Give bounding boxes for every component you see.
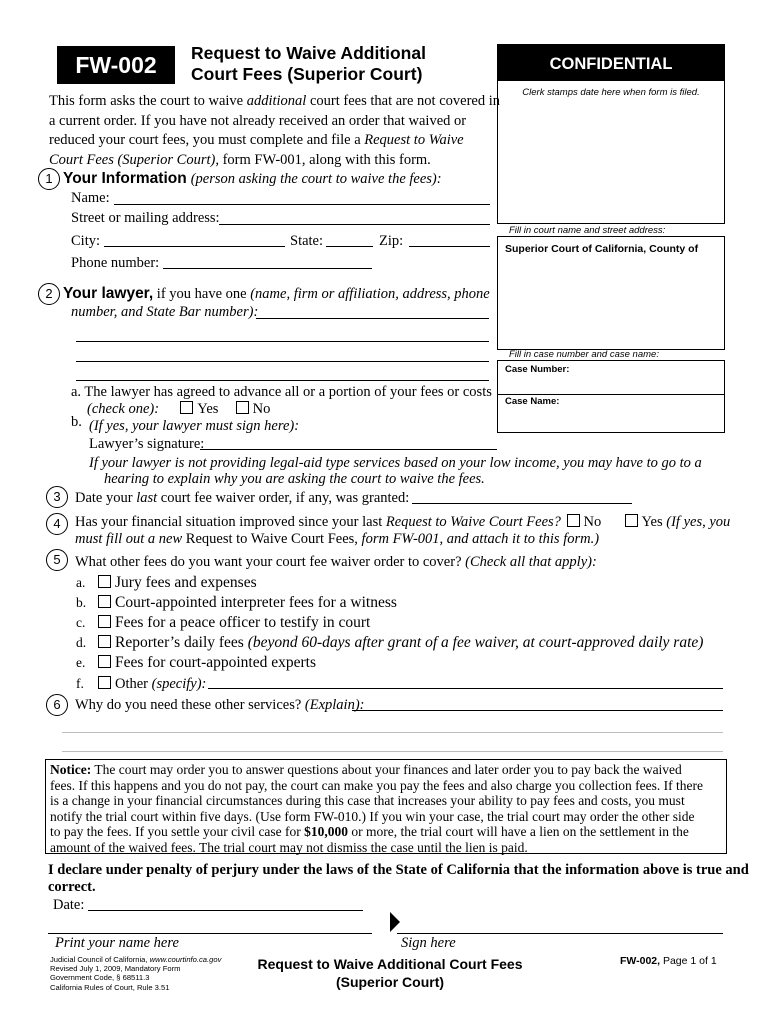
- section-4-number: 4: [46, 513, 68, 535]
- section-4-text: Request to Waive Court Fees?: [385, 514, 561, 530]
- notice-text: notify the trial court within five days. (Use form FW-010.) If you win your case, the trial court may order the other side: [50, 808, 695, 824]
- item-b-letter: b.: [71, 414, 82, 430]
- lawyer-field-3[interactable]: [76, 361, 489, 362]
- intro-text: Court Fees (Superior Court),: [49, 151, 219, 168]
- fee-item-extra: (beyond 60-days after grant of a fee waiver, at court-approved daily rate): [247, 634, 704, 651]
- date-label: Date:: [53, 897, 85, 913]
- notice-text: amount of the waived fees. The trial court may not dismiss the case until the lien is paid.: [50, 839, 528, 855]
- check-one-label: (check one):: [87, 401, 160, 417]
- section-4-question: [75, 514, 730, 531]
- intro-paragraph: [49, 92, 500, 170]
- signature-field[interactable]: [397, 933, 723, 934]
- form-title-line2: Court Fees (Superior Court): [191, 64, 423, 84]
- fee-item-letter: d.: [76, 635, 87, 650]
- intro-text: form FW-001, along with this form.: [218, 151, 431, 168]
- explain-field-3[interactable]: [62, 751, 723, 752]
- footer-page-info: [620, 955, 717, 967]
- fee-item-d: [76, 634, 703, 652]
- section-1-number: 1: [38, 168, 60, 190]
- section-2-title: Your lawyer,: [63, 285, 154, 302]
- lawyer-sign-instruction: (If yes, your lawyer must sign here):: [89, 418, 300, 434]
- section-3-text: Date your: [75, 490, 137, 506]
- section-2-heading: [63, 285, 490, 303]
- fee-item-f: [76, 675, 206, 693]
- print-name-label: Print your name here: [55, 935, 179, 951]
- confidential-banner: CONFIDENTIAL: [498, 45, 724, 81]
- footer-council: Judicial Council of California,: [50, 955, 150, 964]
- fee-item-text: Other: [115, 676, 152, 692]
- case-name-label: Case Name:: [505, 396, 560, 407]
- intro-text: additional: [246, 93, 307, 109]
- section-4-text: (If yes, you: [666, 514, 731, 530]
- section-6-text: Why do you need these other services?: [75, 697, 305, 713]
- section-2-subtitle: (name, firm or affiliation, address, phone: [250, 286, 490, 302]
- sign-arrow-icon: [390, 912, 400, 932]
- lawyer-signature-label: Lawyer’s signature:: [89, 436, 205, 452]
- explain-field-1[interactable]: [352, 710, 723, 711]
- fee-item-checkbox[interactable]: [98, 615, 111, 628]
- lawyer-field-4[interactable]: [76, 380, 489, 381]
- state-label: State:: [290, 233, 324, 249]
- notice-amount: $10,000: [304, 824, 349, 840]
- lawyer-advance-text: a. The lawyer has agreed to advance all or a portion of your fees or costs: [71, 384, 492, 400]
- fee-item-text: Reporter’s daily fees: [115, 634, 248, 651]
- notice-text: The court may order you to answer questions about your finances and later order you to pay back the waived: [91, 762, 682, 777]
- intro-text: reduced your court fees, you must complete and file a: [49, 132, 365, 148]
- fee-item-checkbox[interactable]: [98, 655, 111, 668]
- footer-form-id: FW-002,: [620, 955, 661, 967]
- fee-item-c: [76, 614, 370, 632]
- state-field[interactable]: [326, 246, 373, 247]
- fee-item-checkbox[interactable]: [98, 676, 111, 689]
- city-label: City:: [71, 233, 101, 249]
- fee-item-text: Fees for a peace officer to testify in court: [115, 614, 371, 631]
- section-3-text: court fee waiver order, if any, was granted:: [157, 490, 410, 506]
- improved-no-checkbox[interactable]: [567, 514, 580, 527]
- footer-rules: California Rules of Court, Rule 3.51: [50, 982, 170, 992]
- case-box-hint: Fill in case number and case name:: [509, 349, 659, 360]
- fee-item-a: [76, 574, 257, 592]
- section-2-number: 2: [38, 283, 60, 305]
- fee-item-letter: c.: [76, 615, 86, 630]
- section-5-text: What other fees do you want your court fee waiver order to cover?: [75, 554, 466, 570]
- intro-text: a current order. If you have not already received an order that waived or: [49, 112, 467, 129]
- form-id-badge: FW-002: [57, 46, 175, 84]
- intro-text: This form asks the court to waive: [49, 93, 247, 109]
- notice-text: is a change in your financial circumstances during this case that increases your ability to pay fees and costs, you must: [50, 793, 685, 809]
- section-5-number: 5: [46, 549, 68, 571]
- print-name-field[interactable]: [48, 933, 372, 934]
- other-fees-field[interactable]: [208, 688, 723, 689]
- improved-yes-label: Yes: [641, 514, 663, 530]
- legal-aid-note-line1: If your lawyer is not providing legal-aid type services based on your low income, you may have to go to a: [89, 455, 702, 471]
- footer-page-number: Page 1 of 1: [660, 955, 717, 967]
- sign-here-label: Sign here: [401, 935, 456, 951]
- clerk-stamp-box: [497, 44, 725, 224]
- section-4-text: Request to Waive Court Fees,: [182, 531, 362, 547]
- lawyer-yes-label: Yes: [197, 401, 219, 417]
- court-name-box[interactable]: [497, 236, 725, 350]
- fee-item-checkbox[interactable]: [98, 575, 111, 588]
- footer-website: www.courtinfo.ca.gov: [149, 955, 222, 964]
- case-name-box[interactable]: [497, 393, 725, 433]
- lawyer-signature-field[interactable]: [200, 449, 497, 450]
- fee-item-checkbox[interactable]: [98, 595, 111, 608]
- fee-item-extra: (specify):: [151, 676, 207, 692]
- improved-no-label: No: [583, 514, 602, 530]
- section-1-title: Your Information: [63, 170, 187, 187]
- lawyer-advance-choices: [87, 401, 270, 418]
- phone-field[interactable]: [163, 268, 372, 269]
- fee-item-letter: e.: [76, 655, 86, 670]
- section-3-number: 3: [46, 486, 68, 508]
- zip-field[interactable]: [409, 246, 490, 247]
- lawyer-field-2[interactable]: [76, 341, 489, 342]
- section-2-subtitle: if you have one: [153, 286, 251, 302]
- legal-aid-note-line2: hearing to explain why you are asking the court to waive the fees.: [104, 471, 485, 487]
- street-label: Street or mailing address:: [71, 210, 220, 226]
- fee-item-text: Fees for court-appointed experts: [115, 654, 317, 671]
- section-1-heading: [63, 170, 442, 188]
- section-2-subtitle-line2: number, and State Bar number):: [71, 304, 259, 320]
- footer-title-line1: Request to Waive Additional Court Fees: [257, 956, 523, 972]
- notice-text: or more, the trial court will have a lien on the settlement in the: [348, 824, 689, 840]
- name-label: Name:: [71, 190, 110, 206]
- footer-revised: Revised July 1, 2009, Mandatory Form: [50, 964, 181, 974]
- improved-yes-checkbox[interactable]: [625, 514, 638, 527]
- case-number-box[interactable]: [497, 360, 725, 395]
- lawyer-no-label: No: [252, 401, 271, 417]
- fee-item-checkbox[interactable]: [98, 635, 111, 648]
- lawyer-yes-checkbox[interactable]: [180, 401, 193, 414]
- fee-item-letter: b.: [76, 595, 87, 610]
- footer-citation: [50, 955, 221, 992]
- section-4-instruction: [75, 531, 599, 548]
- fee-item-letter: a.: [76, 575, 86, 590]
- section-5-text: (Check all that apply):: [465, 554, 597, 570]
- fee-item-letter: f.: [76, 676, 84, 691]
- footer-title: [230, 955, 550, 991]
- notice-label: Notice:: [50, 762, 92, 777]
- intro-text: Request to Waive: [364, 132, 464, 148]
- notice-text: fees. If this happens and you do not pay, the court can make you pay the fees and also charge you collection fees. If there: [50, 777, 704, 793]
- court-box-hint: Fill in court name and street address:: [509, 225, 666, 236]
- section-6-text: (Explain):: [304, 697, 365, 713]
- form-title: [191, 43, 426, 85]
- section-6-number: 6: [46, 694, 68, 716]
- clerk-stamp-hint: Clerk stamps date here when form is filed.: [522, 87, 700, 98]
- section-4-text: Has your financial situation improved since your last: [75, 514, 386, 530]
- lawyer-no-checkbox[interactable]: [236, 401, 249, 414]
- declaration-line2: correct.: [48, 879, 96, 895]
- explain-field-2[interactable]: [62, 732, 723, 733]
- last-waiver-date-field[interactable]: [412, 503, 632, 504]
- city-field[interactable]: [104, 246, 285, 247]
- section-6-question: [75, 697, 365, 714]
- declaration-line1: I declare under penalty of perjury under the laws of the State of California that the information above is true and: [48, 862, 749, 878]
- fee-item-text: Jury fees and expenses: [115, 574, 257, 591]
- footer-gov-code: Government Code, § 68511.3: [50, 973, 150, 983]
- section-1-subtitle: (person asking the court to waive the fees):: [190, 171, 442, 187]
- phone-label: Phone number:: [71, 255, 160, 271]
- name-field[interactable]: [114, 204, 490, 205]
- court-name: Superior Court of California, County of: [505, 243, 699, 255]
- zip-label: Zip:: [379, 233, 404, 249]
- fee-item-b: [76, 594, 397, 612]
- fee-item-text: Court-appointed interpreter fees for a witness: [115, 594, 397, 611]
- notice-text: to pay the fees. If you settle your civil case for: [50, 824, 305, 840]
- notice-box: [45, 759, 727, 854]
- case-number-label: Case Number:: [505, 364, 570, 375]
- date-field[interactable]: [88, 910, 363, 911]
- section-4-text: must fill out a new: [75, 531, 183, 547]
- section-5-question: [75, 554, 597, 571]
- footer-title-line2: (Superior Court): [335, 974, 445, 990]
- form-title-line1: Request to Waive Additional: [191, 43, 426, 63]
- section-4-text: form FW-001, and attach it to this form.): [361, 531, 600, 547]
- intro-text: court fees that are not covered in: [306, 93, 500, 109]
- section-3-question: [75, 490, 409, 507]
- street-field[interactable]: [219, 224, 490, 225]
- lawyer-field-1[interactable]: [256, 318, 489, 319]
- section-3-text: last: [136, 490, 158, 506]
- fee-item-e: [76, 654, 316, 672]
